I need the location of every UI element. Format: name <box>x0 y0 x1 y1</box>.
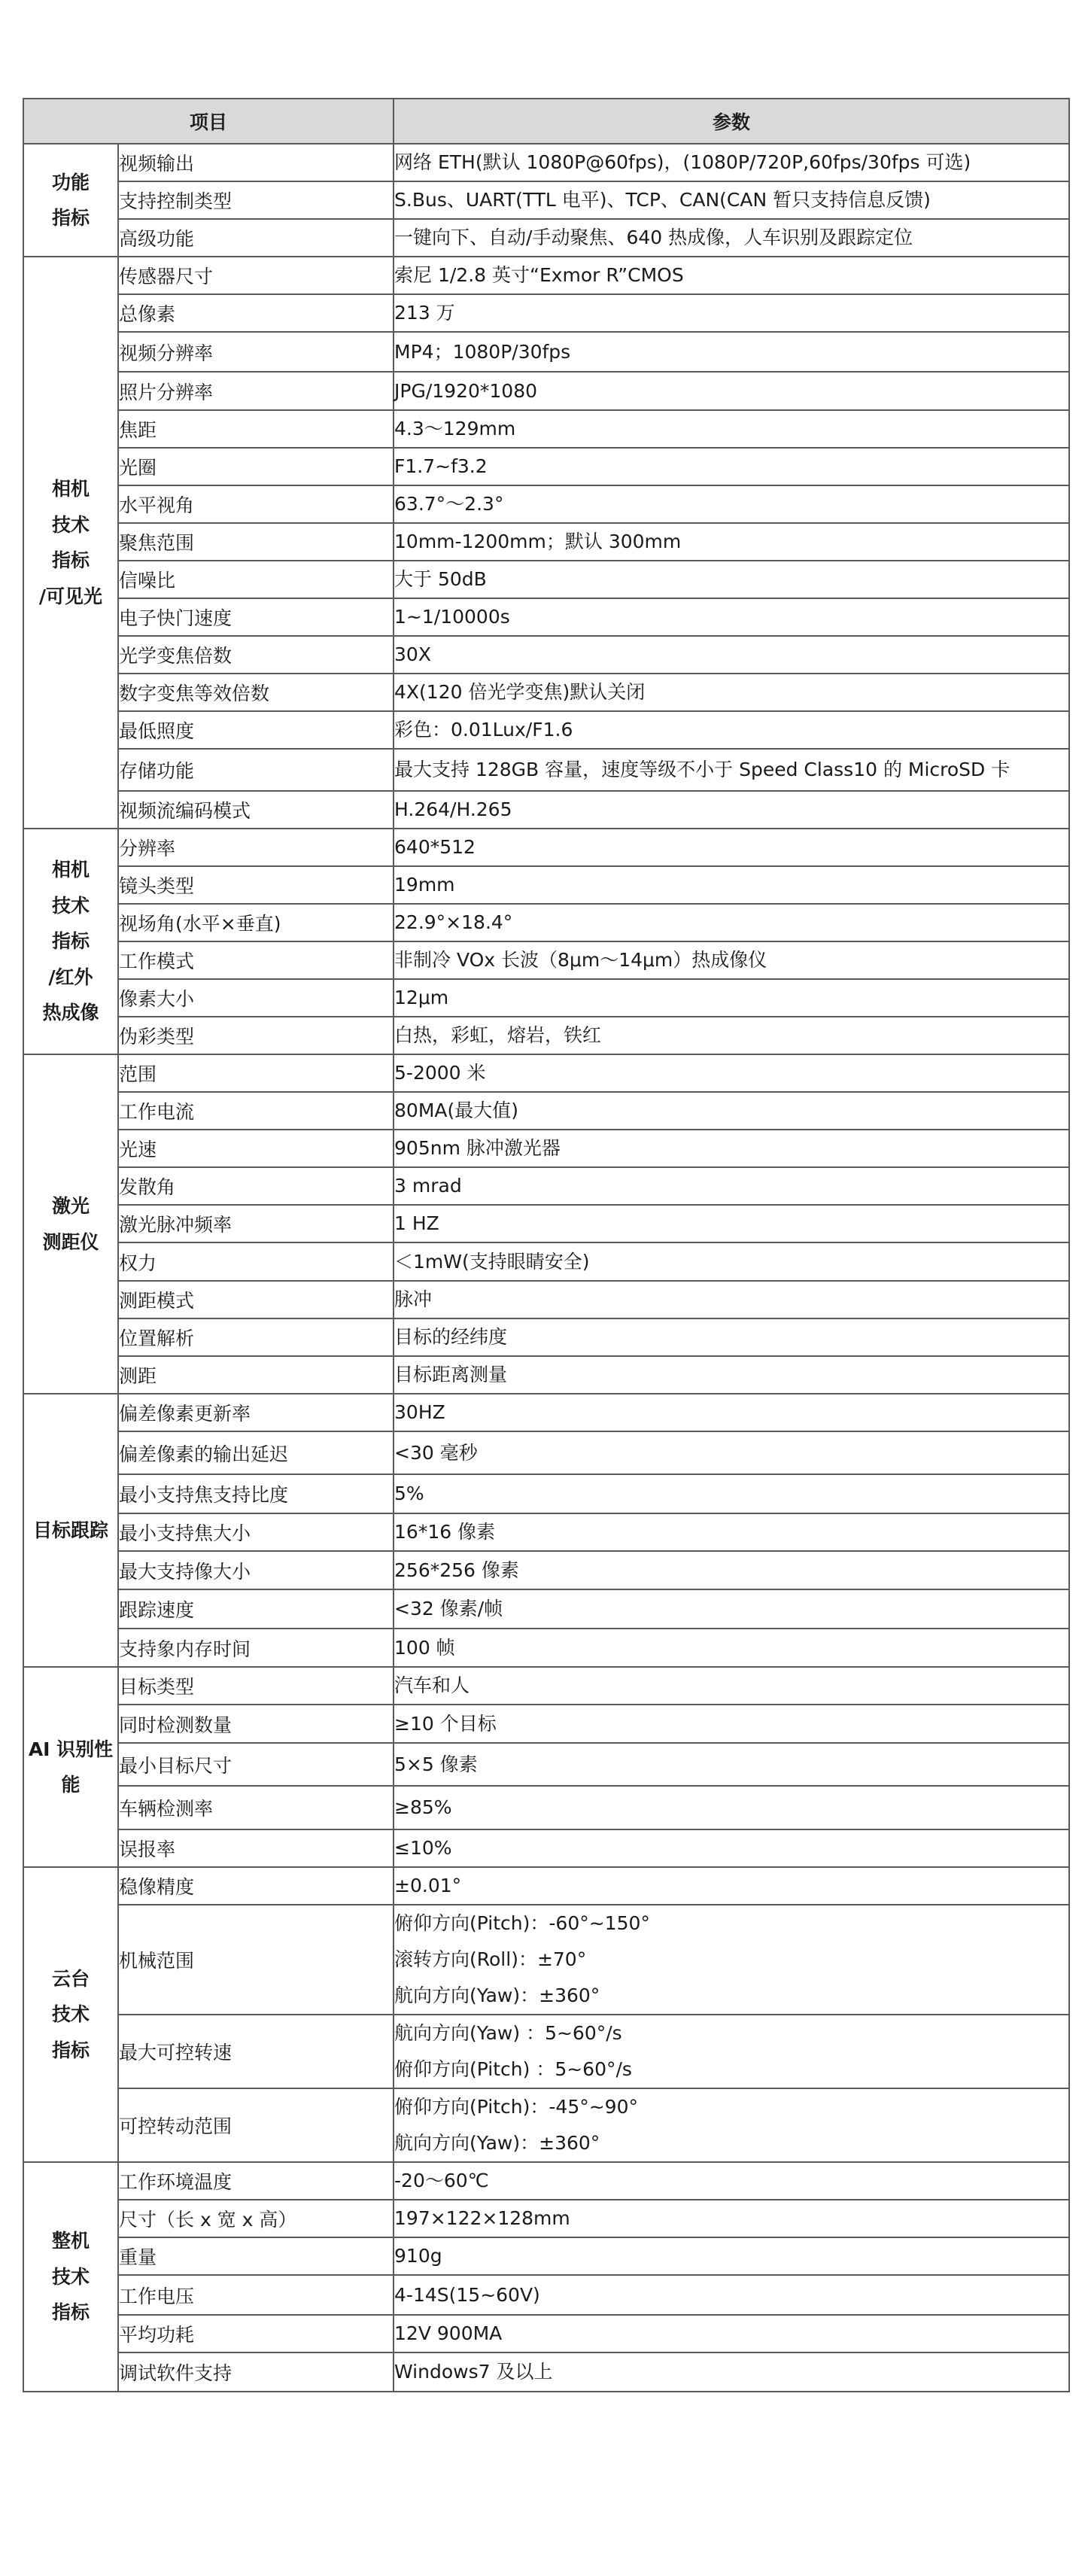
spec-item: 视频流编码模式 <box>118 791 394 829</box>
spec-value-line: 30HZ <box>394 1401 445 1423</box>
spec-value <box>394 2200 1069 2237</box>
spec-value-line: 俯仰方向(Pitch) ：5~60°/s <box>394 2058 632 2080</box>
spec-value <box>394 2315 1069 2352</box>
spec-item: 机械范围 <box>118 1905 394 2015</box>
spec-item: 传感器尺寸 <box>118 257 394 294</box>
spec-item: 工作模式 <box>118 941 394 979</box>
table-row <box>23 1205 1069 1242</box>
table-row <box>23 674 1069 711</box>
table-row <box>23 1092 1069 1130</box>
group-label: 目标跟踪 <box>23 1394 118 1667</box>
spec-value-line: 4X(120 倍光学变焦)默认关闭 <box>394 681 646 703</box>
spec-value <box>394 485 1069 523</box>
spec-value <box>394 1281 1069 1318</box>
spec-value-line: 俯仰方向(Pitch)：-60°~150° <box>394 1912 650 1934</box>
spec-item: 视频输出 <box>118 144 394 181</box>
spec-value <box>394 904 1069 941</box>
spec-value <box>394 181 1069 219</box>
spec-item: 像素大小 <box>118 979 394 1017</box>
spec-value <box>394 1318 1069 1356</box>
spec-value <box>394 1054 1069 1092</box>
spec-item: 支持象内存时间 <box>118 1629 394 1667</box>
spec-value <box>394 257 1069 294</box>
spec-value-line: ≥85% <box>394 1796 452 1818</box>
table-row <box>23 372 1069 410</box>
table-row <box>23 1905 1069 2015</box>
spec-value-line: 大于 50dB <box>394 568 487 590</box>
table-row <box>23 829 1069 866</box>
spec-value-line: 目标距离测量 <box>394 1364 508 1385</box>
table-row <box>23 2275 1069 2315</box>
spec-item: 尺寸（长 x 宽 x 高） <box>118 2200 394 2237</box>
spec-value-line: 航向方向(Yaw)：±360° <box>394 2132 600 2154</box>
table-row <box>23 598 1069 636</box>
table-row <box>23 485 1069 523</box>
spec-value-line: 一键向下、自动/手动聚焦、640 热成像，人车识别及跟踪定位 <box>394 227 913 248</box>
spec-value <box>394 1474 1069 1513</box>
spec-value-line: 22.9°×18.4° <box>394 911 513 933</box>
spec-value <box>394 829 1069 866</box>
table-row <box>23 410 1069 448</box>
spec-item: 测距模式 <box>118 1281 394 1318</box>
spec-value <box>394 144 1069 181</box>
spec-item: 发散角 <box>118 1167 394 1205</box>
table-row <box>23 1786 1069 1829</box>
table-row <box>23 2315 1069 2352</box>
spec-value <box>394 2352 1069 2392</box>
spec-item: 偏差像素的输出延迟 <box>118 1431 394 1474</box>
spec-value-line: MP4；1080P/30fps <box>394 340 571 363</box>
spec-item: 调试软件支持 <box>118 2352 394 2392</box>
spec-value <box>394 332 1069 372</box>
spec-value-line: 12V 900MA <box>394 2322 503 2344</box>
spec-item: 总像素 <box>118 294 394 332</box>
table-row <box>23 866 1069 904</box>
table-row <box>23 941 1069 979</box>
spec-item: 误报率 <box>118 1829 394 1867</box>
spec-value <box>394 979 1069 1017</box>
table-header-row <box>23 99 1069 144</box>
table-row <box>23 2237 1069 2275</box>
spec-value-line: ±0.01° <box>394 1875 462 1896</box>
spec-value <box>394 1513 1069 1551</box>
spec-item: 最大支持像大小 <box>118 1551 394 1589</box>
spec-item: 权力 <box>118 1242 394 1281</box>
spec-value <box>394 1394 1069 1431</box>
spec-value-line: 网络 ETH(默认 1080P@60fps)，(1080P/720P,60fps/30fps 可选) <box>394 151 971 173</box>
table-row <box>23 332 1069 372</box>
spec-value <box>394 636 1069 674</box>
spec-item: 光速 <box>118 1130 394 1167</box>
spec-value-line: 滚转方向(Roll)：±70° <box>394 1948 587 1970</box>
spec-value <box>394 2162 1069 2200</box>
spec-value <box>394 1130 1069 1167</box>
spec-value-line: 4.3～129mm <box>394 418 516 439</box>
spec-value <box>394 372 1069 410</box>
spec-value <box>394 1092 1069 1130</box>
table-row <box>23 144 1069 181</box>
spec-item: 光圈 <box>118 448 394 485</box>
spec-item: 伪彩类型 <box>118 1017 394 1054</box>
spec-item: 工作电压 <box>118 2275 394 2315</box>
table-row <box>23 749 1069 791</box>
spec-value <box>394 1017 1069 1054</box>
table-row <box>23 448 1069 485</box>
group-label: 相机 技术 指标 /红外 热成像 <box>23 829 118 1054</box>
spec-value <box>394 711 1069 749</box>
spec-item: 同时检测数量 <box>118 1705 394 1743</box>
spec-value-line: 3 mrad <box>394 1175 462 1197</box>
spec-value-line: 航向方向(Yaw)：±360° <box>394 1984 600 2006</box>
header-item: 项目 <box>23 99 394 144</box>
spec-value-line: Windows7 及以上 <box>394 2361 553 2383</box>
spec-value-line: 彩色：0.01Lux/F1.6 <box>394 719 573 741</box>
spec-value-line: 白热，彩虹，熔岩，铁红 <box>394 1024 602 1046</box>
spec-item: 工作电流 <box>118 1092 394 1130</box>
spec-value-line: 脉冲 <box>394 1288 433 1310</box>
spec-value <box>394 1867 1069 1905</box>
spec-value <box>394 1629 1069 1667</box>
spec-value <box>394 1667 1069 1705</box>
spec-item: 平均功耗 <box>118 2315 394 2352</box>
spec-sheet <box>23 98 1068 2392</box>
table-row <box>23 1474 1069 1513</box>
spec-item: 照片分辨率 <box>118 372 394 410</box>
spec-value-line: 100 帧 <box>394 1636 455 1659</box>
spec-value-line: 最大支持 128GB 容量，速度等级不小于 Speed Class10 的 MicroSD 卡 <box>394 759 1010 780</box>
spec-value-line: 1 HZ <box>394 1212 439 1234</box>
spec-item: 稳像精度 <box>118 1867 394 1905</box>
table-row <box>23 294 1069 332</box>
table-row <box>23 979 1069 1017</box>
table-row <box>23 711 1069 749</box>
spec-value-line: 非制冷 VOx 长波（8μm～14μm）热成像仪 <box>394 949 767 971</box>
spec-value-line: 航向方向(Yaw) ：5~60°/s <box>394 2022 622 2044</box>
spec-value-line: 640*512 <box>394 836 476 858</box>
group-label: 激光 测距仪 <box>23 1054 118 1394</box>
spec-value-line: ≤10% <box>394 1837 452 1859</box>
spec-value-line: 索尼 1/2.8 英寸“Exmor R”CMOS <box>394 264 684 286</box>
spec-value <box>394 1242 1069 1281</box>
spec-value <box>394 1431 1069 1474</box>
group-label: 云台 技术 指标 <box>23 1867 118 2162</box>
spec-item: 工作环境温度 <box>118 2162 394 2200</box>
header-param: 参数 <box>394 99 1069 144</box>
spec-value <box>394 523 1069 561</box>
spec-value <box>394 219 1069 257</box>
group-label: AI 识别性 能 <box>23 1667 118 1867</box>
spec-value-line: JPG/1920*1080 <box>394 379 538 402</box>
spec-item: 范围 <box>118 1054 394 1092</box>
spec-value-line: 10mm-1200mm；默认 300mm <box>394 531 682 552</box>
spec-item: 最低照度 <box>118 711 394 749</box>
spec-value <box>394 1705 1069 1743</box>
table-row <box>23 1431 1069 1474</box>
spec-value-line: 80MA(最大值) <box>394 1099 519 1121</box>
spec-item: 光学变焦倍数 <box>118 636 394 674</box>
table-row <box>23 257 1069 294</box>
spec-value-line: S.Bus、UART(TTL 电平)、TCP、CAN(CAN 暂只支持信息反馈) <box>394 189 931 211</box>
table-row <box>23 1356 1069 1394</box>
spec-value-line: 5-2000 米 <box>394 1062 486 1084</box>
spec-value-line: 汽车和人 <box>394 1674 470 1696</box>
spec-value <box>394 1356 1069 1394</box>
spec-item: 镜头类型 <box>118 866 394 904</box>
table-row <box>23 791 1069 829</box>
spec-value-line: 12μm <box>394 987 449 1008</box>
spec-item: 支持控制类型 <box>118 181 394 219</box>
spec-item: 视场角(水平×垂直) <box>118 904 394 941</box>
spec-value <box>394 598 1069 636</box>
spec-value-line: -20～60℃ <box>394 2170 489 2191</box>
spec-value <box>394 674 1069 711</box>
table-row <box>23 1017 1069 1054</box>
spec-value <box>394 749 1069 791</box>
table-row <box>23 1167 1069 1205</box>
spec-item: 最小目标尺寸 <box>118 1743 394 1786</box>
spec-value <box>394 2275 1069 2315</box>
spec-value-line: 目标的经纬度 <box>394 1326 508 1348</box>
spec-value-line: 63.7°～2.3° <box>394 493 504 515</box>
spec-value-line: 256*256 像素 <box>394 1559 519 1581</box>
spec-item: 测距 <box>118 1356 394 1394</box>
table-row <box>23 1589 1069 1629</box>
table-row <box>23 636 1069 674</box>
spec-value <box>394 2237 1069 2275</box>
spec-value-line: 1~1/10000s <box>394 606 510 628</box>
spec-value-line: H.264/H.265 <box>394 798 512 820</box>
table-row <box>23 1551 1069 1589</box>
table-row <box>23 523 1069 561</box>
table-row <box>23 1281 1069 1318</box>
table-row <box>23 1130 1069 1167</box>
spec-value <box>394 791 1069 829</box>
table-row <box>23 1705 1069 1743</box>
spec-value-line: <30 毫秒 <box>394 1441 478 1464</box>
table-row <box>23 1513 1069 1551</box>
spec-value <box>394 941 1069 979</box>
spec-value <box>394 2088 1069 2162</box>
table-row <box>23 1394 1069 1431</box>
spec-item: 高级功能 <box>118 219 394 257</box>
spec-item: 分辨率 <box>118 829 394 866</box>
spec-value-line: 4-14S(15~60V) <box>394 2283 540 2306</box>
spec-value-line: 19mm <box>394 874 455 896</box>
table-row <box>23 1242 1069 1281</box>
table-row <box>23 181 1069 219</box>
spec-item: 车辆检测率 <box>118 1786 394 1829</box>
spec-value <box>394 410 1069 448</box>
spec-item: 目标类型 <box>118 1667 394 1705</box>
table-row <box>23 2352 1069 2392</box>
spec-item: 最小支持焦支持比度 <box>118 1474 394 1513</box>
table-row <box>23 1829 1069 1867</box>
group-label: 整机 技术 指标 <box>23 2162 118 2392</box>
group-label: 功能 指标 <box>23 144 118 257</box>
spec-value-line: 16*16 像素 <box>394 1521 496 1543</box>
table-row <box>23 561 1069 598</box>
table-row <box>23 904 1069 941</box>
spec-value-line: 910g <box>394 2245 442 2267</box>
spec-item: 激光脉冲频率 <box>118 1205 394 1242</box>
table-row <box>23 1667 1069 1705</box>
spec-table <box>23 98 1070 2392</box>
spec-value <box>394 1905 1069 2015</box>
spec-body <box>23 144 1069 2392</box>
spec-item: 位置解析 <box>118 1318 394 1356</box>
spec-value-line: 俯仰方向(Pitch)：-45°~90° <box>394 2096 638 2118</box>
table-row <box>23 1629 1069 1667</box>
spec-item: 偏差像素更新率 <box>118 1394 394 1431</box>
table-row <box>23 1318 1069 1356</box>
spec-item: 最大可控转速 <box>118 2015 394 2088</box>
spec-item: 信噪比 <box>118 561 394 598</box>
spec-value <box>394 1551 1069 1589</box>
spec-item: 存储功能 <box>118 749 394 791</box>
spec-value <box>394 1167 1069 1205</box>
spec-value-line: 5% <box>394 1483 424 1504</box>
spec-value <box>394 1205 1069 1242</box>
table-row <box>23 1743 1069 1786</box>
spec-value <box>394 561 1069 598</box>
spec-item: 重量 <box>118 2237 394 2275</box>
spec-item: 可控转动范围 <box>118 2088 394 2162</box>
spec-item: 视频分辨率 <box>118 332 394 372</box>
spec-value-line: 5×5 像素 <box>394 1753 478 1775</box>
spec-value <box>394 1829 1069 1867</box>
table-row <box>23 2162 1069 2200</box>
spec-value-line: <32 像素/帧 <box>394 1598 503 1620</box>
spec-item: 水平视角 <box>118 485 394 523</box>
table-row <box>23 219 1069 257</box>
spec-value <box>394 1743 1069 1786</box>
group-label: 相机 技术 指标 /可见光 <box>23 257 118 829</box>
spec-item: 跟踪速度 <box>118 1589 394 1629</box>
spec-value <box>394 866 1069 904</box>
spec-value <box>394 294 1069 332</box>
spec-item: 聚焦范围 <box>118 523 394 561</box>
spec-value <box>394 448 1069 485</box>
spec-value-line: 197×122×128mm <box>394 2207 570 2229</box>
table-row <box>23 1054 1069 1092</box>
spec-value <box>394 1786 1069 1829</box>
table-row <box>23 1867 1069 1905</box>
spec-value <box>394 2015 1069 2088</box>
table-row <box>23 2200 1069 2237</box>
spec-item: 最小支持焦大小 <box>118 1513 394 1551</box>
spec-value-line: ＜1mW(支持眼睛安全) <box>394 1250 590 1273</box>
spec-value-line: 30X <box>394 643 431 665</box>
spec-item: 电子快门速度 <box>118 598 394 636</box>
spec-value-line: 213 万 <box>394 302 455 324</box>
spec-value-line: ≥10 个目标 <box>394 1712 497 1735</box>
table-row <box>23 2088 1069 2162</box>
spec-value <box>394 1589 1069 1629</box>
spec-value-line: 905nm 脉冲激光器 <box>394 1137 561 1159</box>
table-row <box>23 2015 1069 2088</box>
spec-value-line: F1.7~f3.2 <box>394 455 488 477</box>
spec-item: 数字变焦等效倍数 <box>118 674 394 711</box>
spec-item: 焦距 <box>118 410 394 448</box>
